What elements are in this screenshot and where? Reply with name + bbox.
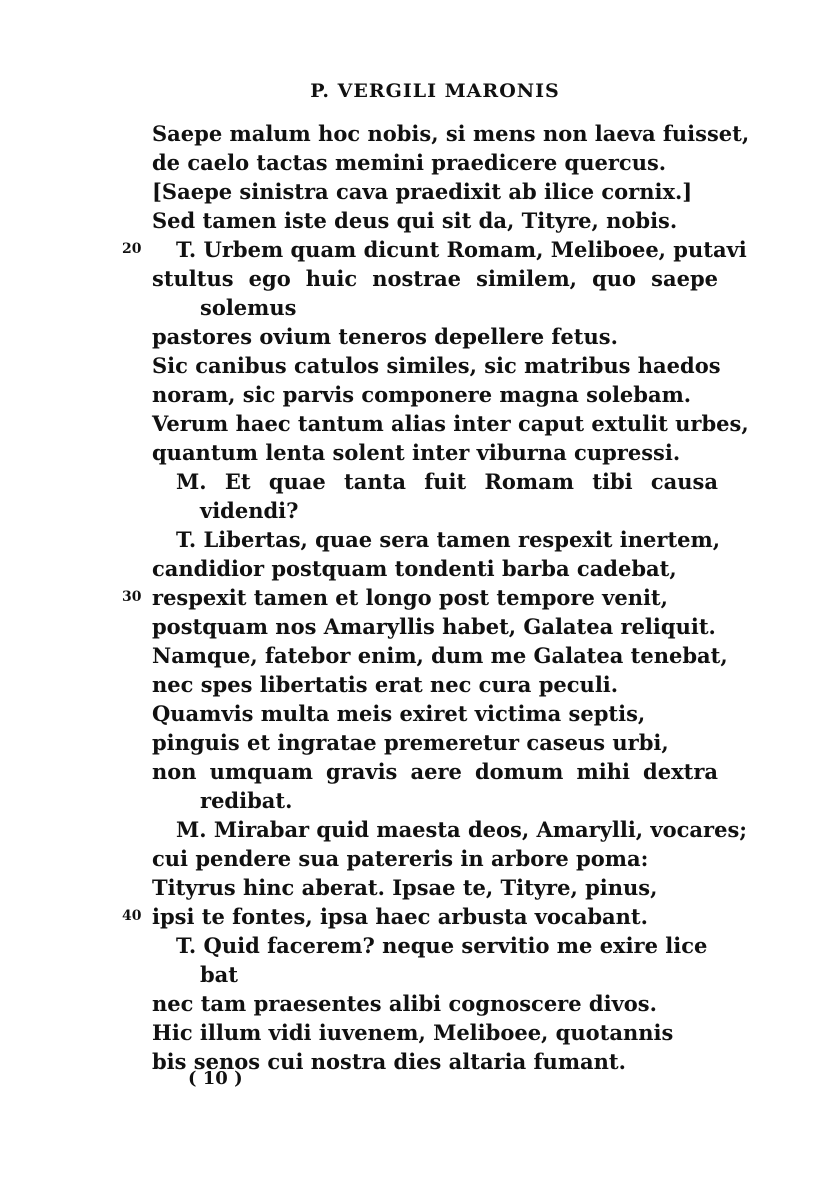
- verse-line: M. Mirabar quid maesta deos, Amarylli, vocares;: [176, 817, 748, 842]
- verse-line: quantum lenta solent inter viburna cupressi.: [152, 440, 681, 465]
- verse-line: Namque, fatebor enim, dum me Galatea tenebat,: [152, 643, 728, 668]
- verse-line: Sic canibus catulos similes, sic matribus haedos: [152, 353, 721, 378]
- verse-line: de caelo tactas memini praedicere quercus.: [152, 150, 667, 175]
- verse-line: noram, sic parvis componere magna solebam.: [152, 382, 692, 407]
- verse-line: T. Quid facerem? neque servitio me exire lice: [176, 933, 708, 958]
- verse-line: cui pendere sua patereris in arbore poma:: [152, 846, 649, 871]
- verse-line-continuation: solemus: [200, 295, 297, 320]
- line-number-30: 30: [122, 589, 142, 605]
- verse-line: ipsi te fontes, ipsa haec arbusta vocabant.: [152, 904, 648, 929]
- verse-line: Verum haec tantum alias inter caput extulit urbes,: [152, 411, 749, 436]
- verse-line: Quamvis multa meis exiret victima septis,: [152, 701, 646, 726]
- verse-line: T. Libertas, quae sera tamen respexit inertem,: [176, 527, 721, 552]
- verse-line: bis senos cui nostra dies altaria fumant.: [152, 1049, 626, 1074]
- verse-line: T. Urbem quam dicunt Romam, Meliboee, putavi: [176, 237, 747, 262]
- page-header-title: P. VERGILI MARONIS: [310, 80, 560, 102]
- verse-line-continuation: bat: [200, 962, 238, 987]
- verse-line: Saepe malum hoc nobis, si mens non laeva fuisset,: [152, 121, 750, 146]
- verse-line: Sed tamen iste deus qui sit da, Tityre, nobis.: [152, 208, 678, 233]
- verse-line: [Saepe sinistra cava praedixit ab ilice cornix.]: [152, 179, 693, 204]
- verse-line: pastores ovium teneros depellere fetus.: [152, 324, 618, 349]
- verse-line: pinguis et ingratae premeretur caseus urbi,: [152, 730, 669, 755]
- verse-line: postquam nos Amaryllis habet, Galatea reliquit.: [152, 614, 716, 639]
- verse-line: M. Et quae tanta fuit Romam tibi causa: [176, 469, 718, 494]
- verse-line: nec tam praesentes alibi cognoscere divos.: [152, 991, 657, 1016]
- verse-line: respexit tamen et longo post tempore venit,: [152, 585, 668, 610]
- verse-line-continuation: redibat.: [200, 788, 293, 813]
- verse-line: nec spes libertatis erat nec cura peculi.: [152, 672, 619, 697]
- verse-line: stultus ego huic nostrae similem, quo saepe: [152, 266, 718, 291]
- line-number-40: 40: [122, 908, 142, 924]
- verse-line-continuation: videndi?: [200, 498, 299, 523]
- page-number: ( 10 ): [188, 1068, 243, 1089]
- verse-line: candidior postquam tondenti barba cadebat,: [152, 556, 677, 581]
- line-number-20: 20: [122, 241, 142, 257]
- verse-line: Hic illum vidi iuvenem, Meliboee, quotannis: [152, 1020, 674, 1045]
- verse-line: Tityrus hinc aberat. Ipsae te, Tityre, pinus,: [152, 875, 658, 900]
- verse-line: non umquam gravis aere domum mihi dextra: [152, 759, 718, 784]
